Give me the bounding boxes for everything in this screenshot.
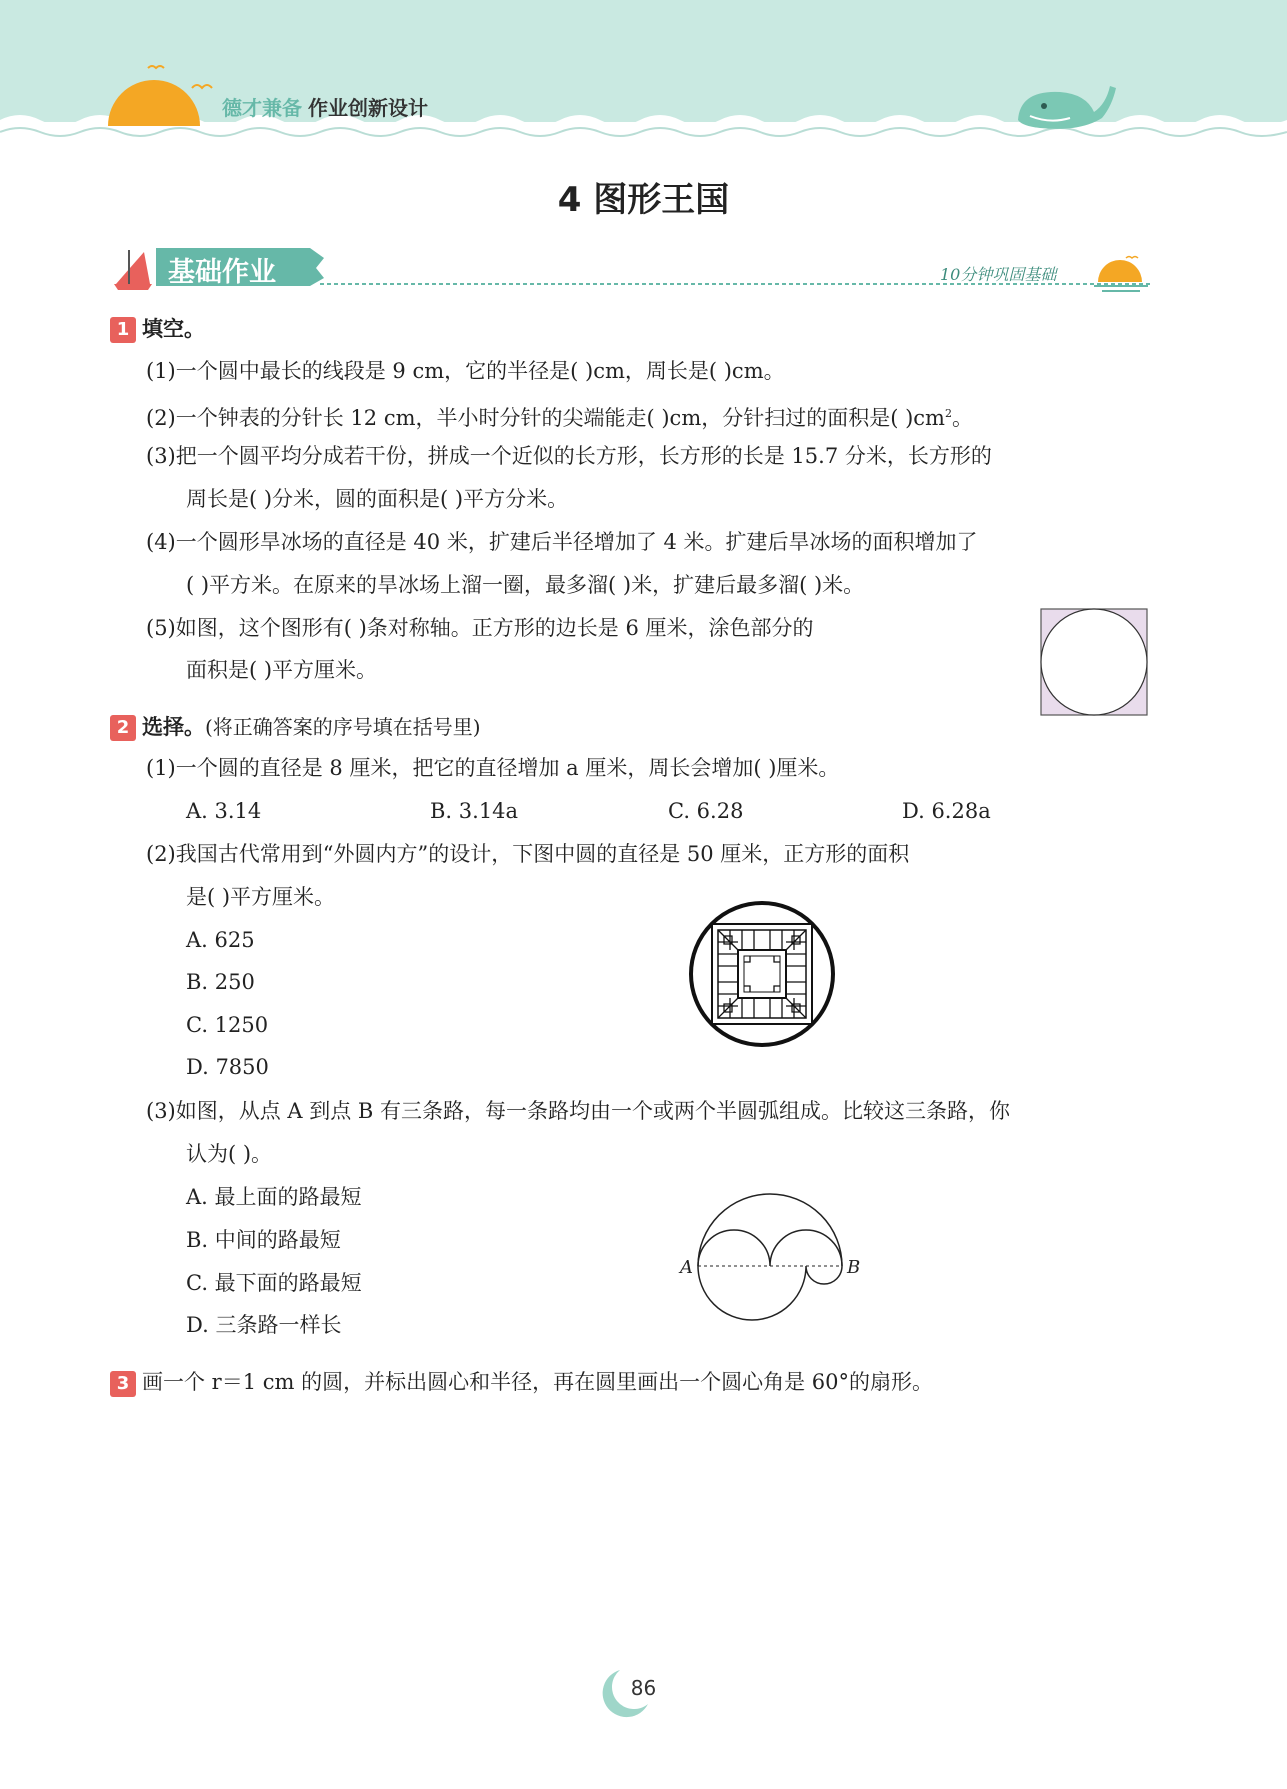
q1-item-3-line2: 周长是( )分米，圆的面积是( )平方分米。 bbox=[186, 487, 569, 511]
q2-item-2-line1: (2)我国古代常用到“外圆内方”的设计，下图中圆的直径是 50 厘米，正方形的面积 bbox=[146, 842, 910, 866]
q3 bbox=[110, 1367, 933, 1397]
q2-item-3-line1: (3)如图，从点 A 到点 B 有三条路，每一条路均由一个或两个半圆弧组成。比较这三条路，你 bbox=[146, 1099, 1011, 1123]
q2-item-1-option-b: B. 3.14a bbox=[430, 799, 519, 823]
q1-title: 填空。 bbox=[142, 317, 205, 341]
q2-item-3-option-a: A. 最上面的路最短 bbox=[186, 1185, 362, 1209]
q2-number: 2 bbox=[110, 715, 136, 741]
q2-item-2-option-c: C. 1250 bbox=[186, 1013, 269, 1037]
q2-item-1-option-d: D. 6.28a bbox=[902, 799, 991, 823]
q1-item-2 bbox=[146, 399, 973, 433]
whale-icon bbox=[1010, 76, 1120, 132]
q2-item-3-option-c: C. 最下面的路最短 bbox=[186, 1271, 362, 1295]
q2-item-1-option-a: A. 3.14 bbox=[186, 799, 262, 823]
q1-item-2-sup: 2 bbox=[944, 407, 952, 420]
q2-item-3-line2: 认为( )。 bbox=[186, 1142, 273, 1166]
circle-square-lattice-figure bbox=[688, 900, 836, 1048]
section-label: 基础作业 bbox=[168, 257, 276, 288]
q3-text: 画一个 r＝1 cm 的圆，并标出圆心和半径，再在圆里画出一个圆心角是 60°的扇形。 bbox=[142, 1370, 933, 1394]
bird-icon bbox=[190, 80, 214, 94]
q1-item-4-line2: ( )平方米。在原来的旱冰场上溜一圈，最多溜( )米，扩建后最多溜( )米。 bbox=[186, 573, 865, 597]
q2-item-3-option-b: B. 中间的路最短 bbox=[186, 1228, 341, 1252]
q1-heading bbox=[110, 313, 205, 343]
q3-number: 3 bbox=[110, 1371, 136, 1397]
q1-item-5-line1: (5)如图，这个图形有( )条对称轴。正方形的边长是 6 厘米，涂色部分的 bbox=[146, 616, 814, 640]
q2-item-3-option-d: D. 三条路一样长 bbox=[186, 1313, 342, 1337]
q1-item-3-line1: (3)把一个圆平均分成若干份，拼成一个近似的长方形，长方形的长是 15.7 分米，长方形的 bbox=[146, 444, 992, 468]
section-note: 10分钟巩固基础 bbox=[940, 265, 1057, 284]
semicircle-paths-figure bbox=[676, 1186, 876, 1322]
page-number: 86 bbox=[630, 1676, 657, 1700]
q1-number: 1 bbox=[110, 317, 136, 343]
q2-title: 选择。 bbox=[142, 715, 205, 739]
q2-item-1: (1)一个圆的直径是 8 厘米，把它的直径增加 a 厘米，周长会增加( )厘米。 bbox=[146, 756, 840, 780]
point-a-label: A bbox=[680, 1257, 693, 1278]
page-title: 4 图形王国 bbox=[557, 180, 730, 220]
sunset-icon bbox=[1092, 252, 1150, 294]
q2-item-1-option-c: C. 6.28 bbox=[668, 799, 744, 823]
q2-heading bbox=[110, 711, 481, 741]
q2-note: (将正确答案的序号填在括号里) bbox=[205, 715, 481, 739]
header-text bbox=[222, 92, 428, 121]
q2-item-2-option-a: A. 625 bbox=[186, 928, 255, 952]
header-brand: 德才兼备 bbox=[222, 96, 302, 120]
q1-item-2-end: 。 bbox=[951, 406, 973, 430]
q2-item-2-option-b: B. 250 bbox=[186, 970, 255, 994]
header-subtitle: 作业创新设计 bbox=[308, 96, 428, 120]
q1-item-4-line1: (4)一个圆形旱冰场的直径是 40 米，扩建后半径增加了 4 米。扩建后旱冰场的面积增加了 bbox=[146, 530, 978, 554]
q1-item-5-line2: 面积是( )平方厘米。 bbox=[186, 658, 378, 682]
q2-item-2-option-d: D. 7850 bbox=[186, 1055, 269, 1079]
sun-icon bbox=[104, 58, 204, 128]
q1-item-2-text: (2)一个钟表的分针长 12 cm，半小时分针的尖端能走( )cm，分针扫过的面积是( )cm bbox=[146, 406, 945, 430]
point-b-label: B bbox=[847, 1257, 861, 1278]
q1-item-1: (1)一个圆中最长的线段是 9 cm，它的半径是( )cm，周长是( )cm。 bbox=[146, 359, 785, 383]
square-circle-figure bbox=[1040, 608, 1148, 716]
q2-item-2-line2: 是( )平方厘米。 bbox=[186, 885, 336, 909]
